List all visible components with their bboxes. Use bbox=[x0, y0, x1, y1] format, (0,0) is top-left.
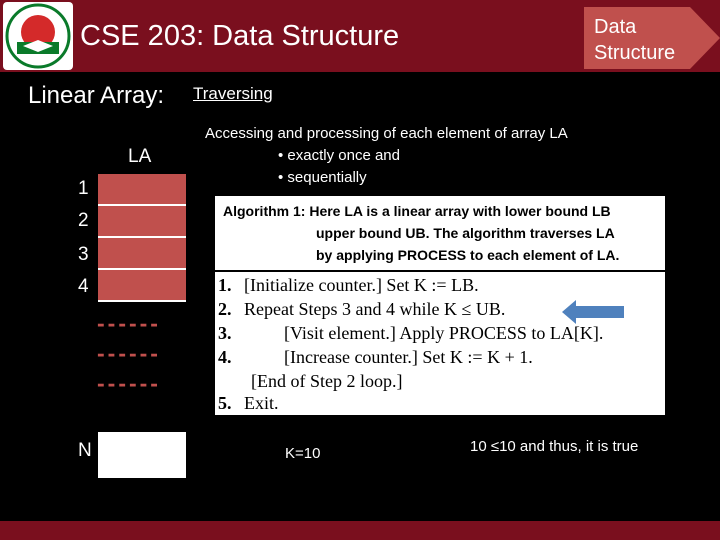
left-arrow-icon bbox=[562, 300, 624, 329]
topic-tag bbox=[584, 7, 720, 69]
array-index: 3 bbox=[78, 244, 89, 265]
array-cell bbox=[98, 206, 186, 238]
array-index-n: N bbox=[78, 440, 92, 461]
array-index: 2 bbox=[78, 210, 89, 231]
step-line: 1. [Initialize counter.] Set K := LB. bbox=[218, 275, 479, 295]
algorithm-line: by applying PROCESS to each element of LA. bbox=[316, 247, 620, 263]
array-index: 4 bbox=[78, 276, 89, 297]
algorithm-steps-box bbox=[215, 272, 665, 415]
course-title: CSE 203: Data Structure bbox=[80, 20, 400, 52]
topic-link[interactable]: Traversing bbox=[193, 84, 273, 103]
k-value-label: K=10 bbox=[285, 445, 321, 462]
algorithm-line: Algorithm 1: Here LA is a linear array with lower bound LB bbox=[223, 203, 611, 219]
description-text: Accessing and processing of each element of array LA bbox=[205, 125, 568, 142]
array-index: 1 bbox=[78, 178, 89, 199]
algorithm-line: upper bound UB. The algorithm traverses LA bbox=[316, 225, 615, 241]
university-logo bbox=[3, 2, 73, 70]
topic-tag-line1: Data bbox=[594, 16, 637, 38]
array-ellipsis-dashes: ------ bbox=[97, 370, 161, 396]
array-cell bbox=[98, 174, 186, 206]
footer-bar bbox=[0, 521, 720, 540]
topic-tag-line2: Structure bbox=[594, 42, 676, 64]
header-bar bbox=[0, 0, 720, 72]
array-ellipsis-dashes: ------ bbox=[97, 340, 161, 366]
array-ellipsis-dashes: ------ bbox=[97, 310, 161, 336]
bullet-item: • exactly once and bbox=[278, 147, 400, 164]
array-label: LA bbox=[128, 146, 152, 167]
array-cell-n bbox=[98, 432, 186, 478]
step-line: [End of Step 2 loop.] bbox=[251, 371, 403, 391]
array-cell bbox=[98, 270, 186, 302]
algorithm-description-box bbox=[215, 196, 665, 270]
step-line: 4. [Increase counter.] Set K := K + 1. bbox=[218, 347, 533, 367]
step-line: 5. Exit. bbox=[218, 393, 279, 413]
step-line: 3. [Visit element.] Apply PROCESS to LA[K]. bbox=[218, 323, 604, 343]
array-cell bbox=[98, 238, 186, 270]
condition-result: 10 ≤10 and thus, it is true bbox=[470, 438, 639, 455]
bullet-item: • sequentially bbox=[278, 169, 367, 186]
section-heading: Linear Array: bbox=[28, 82, 165, 109]
step-line: 2. Repeat Steps 3 and 4 while K ≤ UB. bbox=[218, 299, 506, 319]
